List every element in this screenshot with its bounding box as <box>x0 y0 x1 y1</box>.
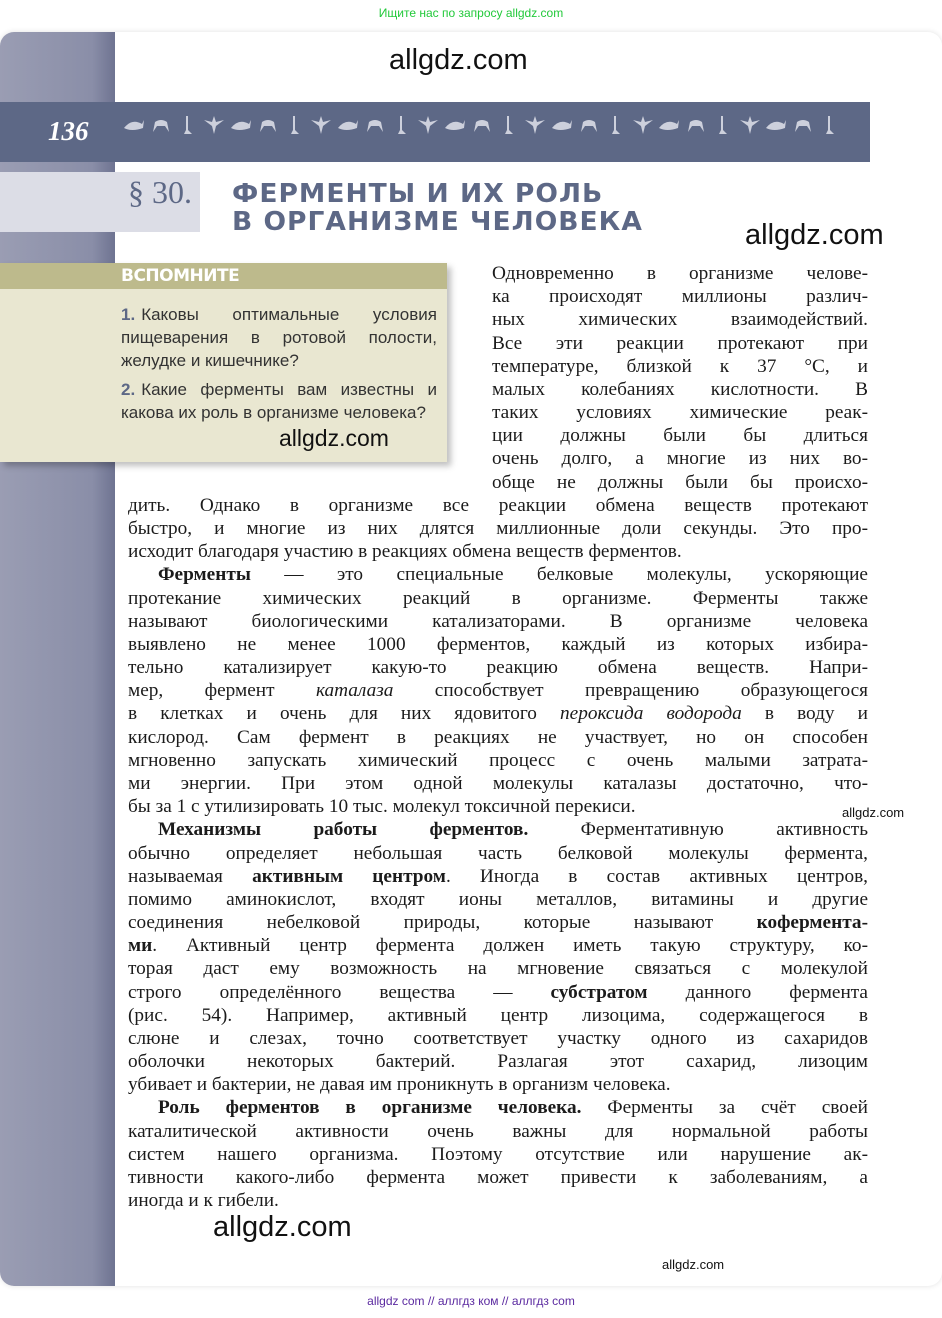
section-title <box>232 180 643 236</box>
top-note: Ищите нас по запросу allgdz.com <box>378 6 564 20</box>
text-segment: малых колебаниях кислотности. В <box>492 378 868 400</box>
text-segment: каталитической активности очень важны для нормальной работы <box>128 1120 868 1142</box>
text-segment: ных химических взаимодействий. <box>492 309 868 331</box>
body-text-line <box>492 424 868 447</box>
title-line-1: ФЕРМЕНТЫ И ИХ РОЛЬ <box>232 179 604 209</box>
animal-silhouette-icon <box>363 114 387 136</box>
body-text-line <box>128 842 868 865</box>
body-text-line <box>492 401 868 424</box>
animal-silhouette-icon <box>416 114 440 136</box>
body-text-line <box>492 355 868 378</box>
body-text-line <box>128 957 868 980</box>
body-text-line <box>128 1166 868 1189</box>
text-segment: тивности какого-либо фермента может привести к заболеваниям, а <box>128 1167 868 1189</box>
watermark: allgdz.com <box>279 425 389 451</box>
text-segment: убивает и бактерии, не давая им проникнуть в организм человека. <box>128 1074 671 1096</box>
body-text-line <box>128 633 868 656</box>
text-segment: мер, фермент <box>128 680 316 702</box>
body-text-line <box>128 1004 868 1027</box>
animal-silhouette-icon <box>577 114 601 136</box>
text-segment: систем нашего организма. Поэтому отсутствие или нарушение ак- <box>128 1143 868 1165</box>
body-text-line <box>128 795 868 818</box>
text-segment: (рис. 54). Например, активный центр лизоцима, содержащегося в <box>128 1004 868 1026</box>
bold-term: кофермента- <box>756 912 868 934</box>
recall-title: ВСПОМНИТЕ <box>121 266 240 286</box>
body-text-line <box>128 1027 868 1050</box>
animal-silhouette-icon <box>202 114 226 136</box>
text-segment: исходит благодаря участию в реакциях обмена веществ ферментов. <box>128 541 682 563</box>
body-text-line <box>128 679 868 702</box>
body-text-line <box>492 308 868 331</box>
text-segment: очень долго, а многие из них во- <box>492 448 868 470</box>
text-segment: тельно катализирует какую-то реакцию обмена веществ. Напри- <box>128 657 868 679</box>
section-number: § 30. <box>128 174 192 210</box>
text-segment: оболочки некоторых бактерий. Разлагая этот сахарид, лизоцим <box>128 1051 868 1073</box>
animal-silhouette-icon <box>764 114 788 136</box>
text-segment: Ферменты за счёт своей <box>581 1097 868 1119</box>
body-text-line <box>128 1050 868 1073</box>
animal-silhouette-icon <box>711 114 735 136</box>
bold-term: Ферменты <box>158 564 251 586</box>
animal-silhouette-icon <box>657 114 681 136</box>
text-segment: Ферментативную активность <box>528 819 868 841</box>
body-text-line <box>128 1189 868 1212</box>
watermark: allgdz.com <box>745 219 884 251</box>
body-text-line <box>128 934 868 957</box>
body-text-line <box>128 1073 868 1096</box>
animal-silhouette-icon <box>390 114 414 136</box>
text-segment: обычно определяет небольшая часть белковой молекулы фермента, <box>128 842 868 864</box>
body-text-line <box>128 702 868 725</box>
body-text-line <box>128 540 868 563</box>
text-segment: мгновенно запускать химический процесс с очень малыми затрата- <box>128 749 868 771</box>
text-segment: называют биологическими катализаторами. В организме человека <box>128 610 868 632</box>
animal-silhouette-icon <box>470 114 494 136</box>
body-text-line <box>492 262 868 285</box>
body-text-line <box>158 1096 868 1119</box>
text-segment: ции должны были бы длиться <box>492 425 868 447</box>
body-text-line <box>158 818 868 841</box>
text-segment: слюне и слезах, точно соответствует участку одного из сахаридов <box>128 1027 868 1049</box>
animal-silhouette-icon <box>631 114 655 136</box>
text-segment: способствует превращению образующегося <box>393 680 868 702</box>
text-segment: дить. Однако в организме все реакции обмена веществ протекают <box>128 494 868 516</box>
text-segment: таких условиях химические реак- <box>492 402 868 424</box>
body-text-line <box>128 981 868 1004</box>
animal-silhouette-icon <box>336 114 360 136</box>
body-text-line <box>128 587 868 610</box>
body-text-line <box>128 888 868 911</box>
text-segment: в воду и <box>741 703 868 725</box>
body-text-line <box>492 332 868 355</box>
question-text: Какие ферменты вам известны и какова их роль в организме человека? <box>121 380 437 422</box>
body-text-line <box>492 378 868 401</box>
animal-silhouette-icon <box>309 114 333 136</box>
text-segment: температуре, близкой к 37 °С, и <box>492 355 868 377</box>
recall-question-2 <box>121 378 437 424</box>
text-segment: быстро, и многие из них длятся миллионные доли секунды. Это про- <box>128 517 868 539</box>
animal-silhouette-icon <box>122 114 146 136</box>
body-text-line <box>128 1143 868 1166</box>
bold-term: ми <box>128 935 153 957</box>
question-number: 2. <box>121 380 136 399</box>
animal-silhouette-icon <box>604 114 628 136</box>
animal-silhouette-icon <box>176 114 200 136</box>
text-segment: протекание химических реакций в организме. Ферменты также <box>128 587 868 609</box>
body-text-line <box>128 1120 868 1143</box>
footer-links: allgdz com // аллгдз ком // аллгдз com <box>367 1294 575 1308</box>
animal-silhouette-icon <box>283 114 307 136</box>
animal-silhouette-icon <box>497 114 521 136</box>
body-text-line <box>128 772 868 795</box>
animal-silhouette-icon <box>791 114 815 136</box>
animal-silhouette-icon <box>149 114 173 136</box>
body-text-line <box>128 494 868 517</box>
body-text-line <box>128 610 868 633</box>
page-number: 136 <box>48 116 89 146</box>
italic-term: каталаза <box>315 680 394 702</box>
text-segment: бы за 1 с утилизировать 10 тыс. молекул токсичной перекиси. <box>128 796 636 818</box>
watermark: allgdz.com <box>842 805 905 820</box>
text-segment: Одновременно в организме челове- <box>492 263 868 284</box>
body-text-line <box>158 563 868 586</box>
animal-silhouette-icon <box>818 114 842 136</box>
text-segment: . Активный центр фермента должен иметь такую структуру, ко- <box>152 935 868 957</box>
animal-silhouette-icon <box>443 114 467 136</box>
recall-question-1 <box>121 303 437 372</box>
animal-silhouette-icon <box>684 114 708 136</box>
question-text: Каковы оптимальные условия пищеварения в ротовой полости, желудке и кишечнике? <box>121 305 437 370</box>
body-text-line <box>128 517 868 540</box>
text-segment: иногда и к гибели. <box>128 1190 279 1212</box>
watermark: allgdz.com <box>213 1211 352 1243</box>
animal-silhouette-icon <box>523 114 547 136</box>
text-segment: обще не должны были бы происхо- <box>492 471 868 493</box>
text-segment: ми энергии. При этом одной молекулы каталазы достаточно, что- <box>128 772 868 794</box>
body-text-line <box>128 726 868 749</box>
body-text-line <box>128 656 868 679</box>
text-segment: ка происходят миллионы различ- <box>492 286 868 308</box>
text-segment: соединения небелковой природы, которые называют <box>128 912 757 934</box>
watermark: allgdz.com <box>389 44 528 76</box>
italic-term: пероксида водорода <box>560 703 742 725</box>
text-segment: строго определённого вещества — <box>128 981 551 1003</box>
animal-silhouette-icon <box>550 114 574 136</box>
watermark: allgdz.com <box>662 1257 725 1272</box>
question-number: 1. <box>121 305 136 324</box>
bold-term: активным центром <box>252 865 446 887</box>
bold-term: Механизмы работы ферментов. <box>158 819 529 841</box>
text-segment: данного фермента <box>647 981 868 1003</box>
body-text-line <box>128 911 868 934</box>
animal-silhouette-icon <box>256 114 280 136</box>
body-text-line <box>492 447 868 470</box>
text-segment: — это специальные белковые молекулы, ускоряющие <box>250 564 868 586</box>
text-segment: кислород. Сам фермент в реакциях не участвует, но он способен <box>128 726 868 748</box>
text-segment: . Иногда в состав активных центров, <box>445 865 869 887</box>
bold-term: Роль ферментов в организме человека. <box>158 1097 582 1119</box>
text-segment: в клетках и очень для них ядовитого <box>128 703 561 725</box>
text-segment: выявлено не менее 1000 ферментов, каждый из которых избира- <box>128 633 868 655</box>
text-segment: помимо аминокислот, входят ионы металлов, витамины и другие <box>128 888 868 910</box>
text-segment: называемая <box>128 865 253 887</box>
animal-silhouettes-decoration <box>122 112 842 138</box>
title-line-2: В ОРГАНИЗМЕ ЧЕЛОВЕКА <box>232 207 643 237</box>
body-text-line <box>492 285 868 308</box>
body-text-line <box>128 865 868 888</box>
text-segment: торая даст ему возможность на мгновение связаться с молекулой <box>128 958 868 980</box>
animal-silhouette-icon <box>738 114 762 136</box>
animal-silhouette-icon <box>229 114 253 136</box>
text-segment: Все эти реакции протекают при <box>492 332 868 354</box>
body-text-line <box>128 749 868 772</box>
body-text-line <box>492 471 868 494</box>
bold-term: субстратом <box>550 981 648 1003</box>
